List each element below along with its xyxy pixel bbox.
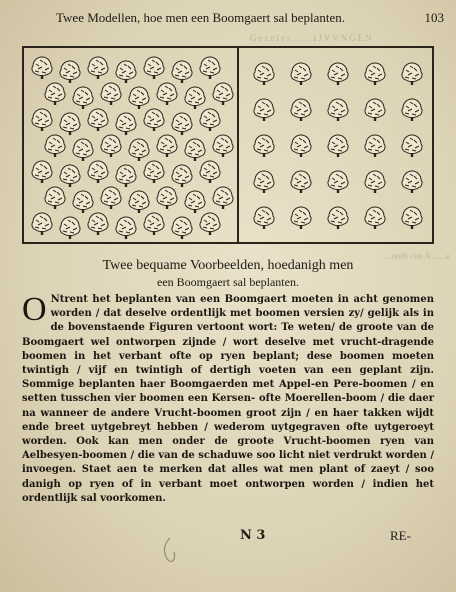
drop-cap: O (22, 291, 47, 328)
tree-icon (185, 191, 205, 213)
grid-orchard (254, 63, 422, 229)
tree-icon (45, 83, 65, 105)
tree-icon (291, 135, 311, 157)
tree-icon (402, 171, 422, 193)
tree-icon (402, 63, 422, 85)
tree-icon (365, 135, 385, 157)
tree-icon (157, 135, 177, 157)
tree-icon (88, 57, 108, 79)
tree-icon (200, 57, 220, 79)
tree-icon (365, 207, 385, 229)
tree-icon (172, 217, 192, 239)
tree-icon (200, 109, 220, 131)
orchard-illustration (22, 46, 434, 244)
tree-icon (129, 191, 149, 213)
tree-icon (157, 187, 177, 209)
body-paragraph (22, 293, 434, 506)
tree-icon (213, 135, 233, 157)
figure-caption: Twee bequame Voorbeelden, hoedanigh men (102, 258, 354, 273)
show-through-text-top: Gezeler ....IJVVNGEN (250, 33, 374, 43)
figure-caption-sub: een Boomgaert sal beplanten. (157, 275, 299, 289)
tree-icon (402, 99, 422, 121)
tree-icon (213, 83, 233, 105)
tree-icon (144, 161, 164, 183)
tree-icon (116, 113, 136, 135)
tree-icon (73, 139, 93, 161)
tree-icon (101, 135, 121, 157)
tree-icon (254, 63, 274, 85)
tree-icon (402, 135, 422, 157)
tree-icon (254, 207, 274, 229)
tree-icon (365, 99, 385, 121)
tree-icon (365, 63, 385, 85)
catchword: RE- (390, 528, 411, 543)
tree-icon (185, 87, 205, 109)
tree-icon (60, 165, 80, 187)
tree-icon (328, 99, 348, 121)
tree-icon (60, 113, 80, 135)
tree-icon (144, 109, 164, 131)
tree-icon (213, 187, 233, 209)
tree-icon (291, 171, 311, 193)
tree-icon (116, 165, 136, 187)
tree-icon (200, 213, 220, 235)
tree-icon (116, 61, 136, 83)
tree-icon (101, 83, 121, 105)
quincunx-orchard (32, 57, 233, 239)
tree-icon (116, 217, 136, 239)
tree-icon (45, 135, 65, 157)
tree-icon (254, 171, 274, 193)
show-through-text-right: ...reeft cen A ......e (384, 251, 450, 261)
tree-icon (200, 161, 220, 183)
tree-icon (172, 113, 192, 135)
tree-icon (73, 191, 93, 213)
tree-icon (402, 207, 422, 229)
tree-icon (60, 61, 80, 83)
tree-icon (88, 213, 108, 235)
tree-icon (60, 217, 80, 239)
signature-mark: N 3 (240, 528, 266, 543)
tree-icon (101, 187, 121, 209)
tree-icon (291, 99, 311, 121)
tree-icon (144, 57, 164, 79)
tree-icon (328, 207, 348, 229)
tree-icon (172, 165, 192, 187)
tree-icon (32, 213, 52, 235)
tree-icon (88, 161, 108, 183)
tree-icon (32, 109, 52, 131)
ink-stain (150, 530, 190, 570)
tree-icon (45, 187, 65, 209)
tree-icon (291, 207, 311, 229)
tree-icon (129, 87, 149, 109)
tree-icon (88, 109, 108, 131)
tree-icon (254, 99, 274, 121)
panel-divider (237, 48, 239, 242)
tree-icon (328, 135, 348, 157)
tree-icon (328, 63, 348, 85)
tree-icon (129, 139, 149, 161)
body-text: Ntrent het beplanten van een Boomgaert moeten in acht genomen worden / dat deselve ordentlijk met boomen versien zy/ gelijk als in de bovenstaende Figuren vertoont wort: Te weten/ de groote van de Boomgaert wel ontworpen zijnde / wort deselve met vrucht-dragende boomen in het verbant ofte op ryen beplant; dese boomen moeten twintigh / vijf en twintigh of dertigh voeten van een geplant zijn. Sommige beplanten haer Boomgaerden met Appel-en Pere-boomen / en setten tusschen vier boomen een Kersen- ofte Moerellen-boom / die daer na wanneer de andere Vrucht-boomen groot zijn / en haer takken wijdt ende breet uytgebreyt hebben / wederom uytgegraven ofte uytgeroeyt worden. Ook kan men onder de groote Vrucht-boomen ryen van Aelbesyen-boomen / die van de schaduwe soo licht niet verdrukt worden / invoegen. Staet aen te merken dat alles wat men plant of zaeyt / soo danigh op ryen of in verbant moet ontworpen worden / indien het ordentlijk sal voorkomen. (22, 294, 434, 504)
tree-icon (328, 171, 348, 193)
tree-icon (172, 61, 192, 83)
tree-icon (32, 161, 52, 183)
tree-icon (73, 87, 93, 109)
tree-icon (291, 63, 311, 85)
tree-icon (185, 139, 205, 161)
tree-icon (144, 213, 164, 235)
tree-icon (32, 57, 52, 79)
tree-icon (365, 171, 385, 193)
orchard-engraving (24, 48, 436, 246)
tree-icon (157, 83, 177, 105)
running-head-title: Twee Modellen, hoe men een Boomgaert sal beplanten. (56, 10, 345, 25)
page-number: 103 (424, 10, 444, 25)
tree-icon (254, 135, 274, 157)
